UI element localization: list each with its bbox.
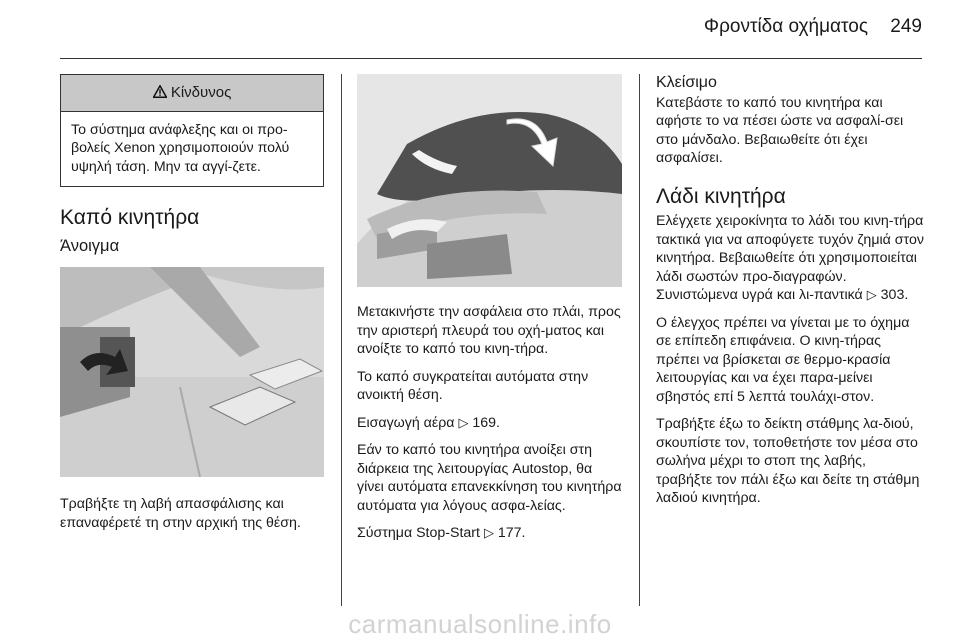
engine-oil-paragraph-1	[656, 212, 924, 305]
engine-oil-title: Λάδι κινητήρα	[656, 184, 786, 208]
page-number: 249	[890, 16, 922, 37]
air-intake-reference	[357, 414, 622, 433]
page-reference-arrow-icon: ▷	[483, 525, 494, 540]
danger-warning-text: Το σύστημα ανάφλεξης και οι προ-βολείς Xenon χρησιμοποιούν πολύ υψηλή τάση. Μην τα αγγί-ζετε.	[71, 121, 290, 175]
left-column	[60, 74, 324, 541]
middle-paragraph-2: Το καπό συγκρατείται αυτόματα στην ανοικτή θέση.	[357, 368, 589, 403]
watermark: carmanualsonline.info	[348, 609, 612, 639]
air-intake-reference-page[interactable]: 169.	[472, 414, 501, 431]
stop-start-reference-text: Σύστημα Stop-Start	[357, 525, 480, 541]
middle-column	[357, 74, 622, 552]
page-reference-arrow-icon: ▷	[458, 414, 469, 430]
subsection-title-opening: Άνοιγμα	[60, 236, 120, 255]
stop-start-reference	[357, 524, 622, 543]
middle-paragraph-1: Μετακινήστε την ασφάλεια στο πλάι, προς την αριστερή πλευρά του οχή-ματος και ανοίξτε το καπό του κινη-τήρα.	[357, 304, 621, 357]
header-divider	[60, 58, 922, 59]
engine-oil-paragraph-3: Τραβήξτε έξω το δείκτη στάθμης λα-διού, σκουπίστε τον, τοποθετήστε τον μέσα στο σωλήνα μέχρι το στοπ της λαβής, τραβήξτε τον πάλι έξω και δείτε τη στάθμη λαδιού κινητήρα.	[656, 416, 920, 506]
danger-warning-title: Κίνδυνος	[170, 84, 232, 101]
closing-text: Κατεβάστε το καπό του κινητήρα και αφήστε το να πέσει ώστε να ασφαλί-σει στο μάνδαλο. Βεβαιωθείτε ότι έχει ασφαλίσει.	[656, 94, 904, 166]
column-divider-left	[341, 74, 342, 606]
danger-warning-header	[61, 75, 323, 112]
hood-opening-illustration	[357, 74, 622, 287]
danger-warning-box	[60, 74, 324, 187]
section-title-hood: Καπό κινητήρα	[60, 206, 200, 229]
page-reference-arrow-icon: ▷	[866, 287, 877, 302]
hood-release-lever-illustration	[60, 267, 324, 477]
engine-oil-paragraph-1-text: Ελέγχετε χειροκίνητα το λάδι του κινη-τήρα τακτικά για να αποφύγετε τυχόν ζημιά στον κινητήρα. Βεβαιωθείτε ότι χρησιμοποιείται λάδι σωστών προ-διαγραφών. Συνιστώμενα υγρά και λι-παντικά	[656, 213, 924, 303]
engine-oil-paragraph-2: Ο έλεγχος πρέπει να γίνεται με το όχημα σε επίπεδη επιφάνεια. Ο κινη-τήρας πρέπει να βρίσκεται σε θερμο-κρασία λειτουργίας και να έχει παρα-μείνει σβηστός επί 5 λεπτά τουλάχι-στον.	[656, 314, 910, 405]
middle-paragraph-4: Εάν το καπό του κινητήρα ανοίξει στη διάρκεια της λειτουργίας Autostop, θα γίνει αυτόματα επανεκκίνηση του κινητήρα αυτόματα για λόγους ασφα-λείας.	[357, 442, 622, 514]
warning-triangle-icon	[153, 84, 171, 101]
column-divider-right	[639, 74, 640, 606]
page-header-title: Φροντίδα οχήματος	[703, 16, 868, 37]
fluids-lubricants-reference-page[interactable]: 303.	[880, 287, 909, 303]
closing-title: Κλείσιμο	[656, 74, 717, 91]
image-caption-release-lever: Τραβήξτε τη λαβή απασφάλισης και επαναφέρετέ τη στην αρχική της θέση.	[60, 496, 301, 531]
right-column	[656, 74, 924, 517]
air-intake-reference-text: Εισαγωγή αέρα	[357, 414, 455, 431]
stop-start-reference-page[interactable]: 177.	[497, 525, 526, 541]
